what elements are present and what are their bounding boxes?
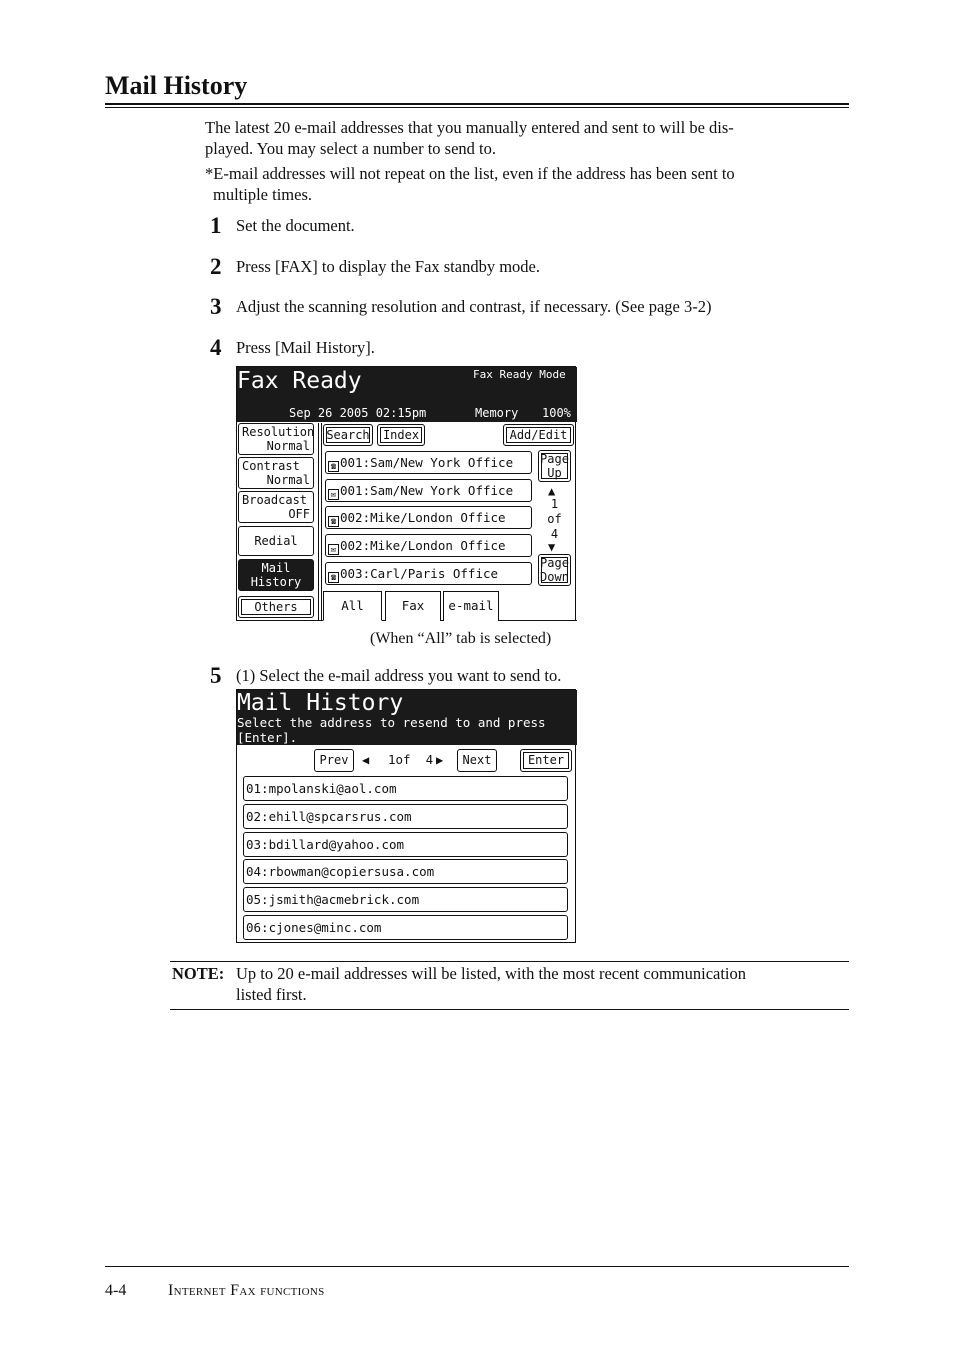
mail-icon: ✉ [328,544,339,555]
mail-history-label-2: History [250,575,302,589]
add-edit-button[interactable]: Add/Edit [503,424,574,446]
mode-label: Fax Ready Mode [473,368,566,381]
page-up-label-2: Up [547,466,562,480]
page-number: 4-4 [105,1282,127,1299]
tab-email[interactable]: e-mail [443,591,499,621]
note-label: NOTE: [172,964,225,983]
list-item[interactable] [325,451,532,474]
step-text-1: Set the document. [236,216,355,235]
list-item[interactable]: 06:cjones@minc.com [243,915,568,940]
step-number-4: 4 [210,335,222,360]
contrast-button[interactable] [238,457,314,489]
page-up-button[interactable] [538,450,571,482]
others-button[interactable] [238,596,314,618]
list-item[interactable]: 04:rbowman@copiersusa.com [243,859,568,884]
page-up-label-1: Page [540,452,569,466]
list-item[interactable]: 05:jsmith@acmebrick.com [243,887,568,912]
screen-title: Fax Ready [237,368,362,394]
list-item[interactable] [325,506,532,529]
arrow-right-icon: ▶ [436,753,444,767]
entry-text: 001:Sam/New York Office [340,455,514,470]
entry-text: 001:Sam/New York Office [340,483,514,498]
entry-text: 002:Mike/London Office [340,510,506,525]
list-item[interactable]: 03:bdillard@yahoo.com [243,832,568,857]
index-button[interactable]: Index [377,424,425,446]
note-top-rule [170,961,849,962]
mail-history-header [237,690,577,745]
resolution-value: Normal [266,439,310,453]
contrast-label: Contrast [242,459,300,473]
mail-history-label-1: Mail [261,561,291,575]
broadcast-label: Broadcast [242,493,308,507]
redial-label: Redial [254,534,298,548]
arrow-down-icon: ▼ [548,540,556,554]
note-line-1: Up to 20 e-mail addresses will be listed, with the most recent communication [236,964,747,983]
step-number-5: 5 [210,663,222,688]
column-divider [318,423,319,620]
prev-button[interactable]: Prev [314,749,354,772]
step-text-5: (1) Select the e-mail address you want to send to. [236,666,562,685]
next-button[interactable]: Next [457,749,497,772]
screen-caption: (When “All” tab is selected) [370,630,552,647]
step-text-2: Press [FAX] to display the Fax standby mode. [236,257,541,276]
mail-history-button[interactable] [238,559,314,591]
mail-icon: ✉ [328,489,339,500]
page-title: Mail History [105,71,248,100]
memory-label: Memory [475,406,519,420]
contrast-value: Normal [266,473,310,487]
page-indicator: 1of 4 [388,752,434,767]
step-number-3: 3 [210,294,222,319]
page-current: 1 [550,497,559,511]
page-down-label-2: Down [540,570,569,584]
list-item[interactable]: 01:mpolanski@aol.com [243,776,568,801]
note-line-2: listed first. [236,985,307,1004]
memory-value: 100% [542,406,571,420]
fax-icon: ☎ [328,572,339,583]
tab-fax[interactable]: Fax [385,591,441,621]
footer-rule [105,1266,849,1267]
step-text-4: Press [Mail History]. [236,338,375,357]
date-time: Sep 26 2005 02:15pm [289,406,427,420]
entry-text: 003:Carl/Paris Office [340,566,499,581]
screen-title: Mail History [237,690,404,716]
intro-note-line-2: multiple times. [213,185,312,204]
step-number-1: 1 [210,213,222,238]
resolution-button[interactable] [238,423,314,455]
section-name: Internet Fax functions [168,1282,325,1299]
tab-all[interactable]: All [323,591,382,621]
page-down-label-1: Page [540,556,569,570]
arrow-left-icon: ◀ [362,753,370,767]
enter-button[interactable]: Enter [520,749,572,772]
redial-button[interactable] [238,526,314,556]
step-number-2: 2 [210,254,222,279]
fax-icon: ☎ [328,461,339,472]
page-total: 4 [550,527,559,541]
list-item[interactable] [325,479,532,502]
list-item[interactable] [325,534,532,557]
fax-ready-screen [236,366,576,621]
step-text-3: Adjust the scanning resolution and contrast, if necessary. (See page 3-2) [236,297,712,316]
column-divider-2 [321,423,322,620]
intro-line-1: The latest 20 e-mail addresses that you manually entered and sent to will be dis- [205,118,734,137]
instruction-line-2: [Enter]. [237,730,298,745]
mail-history-screen [236,689,576,943]
note-bottom-rule [170,1009,849,1010]
others-label: Others [254,600,298,614]
list-item[interactable] [325,562,532,585]
resolution-label: Resolution [242,425,315,439]
title-rule [105,103,849,105]
intro-line-2: played. You may select a number to send to. [205,139,496,158]
fax-ready-header [237,367,577,422]
fax-icon: ☎ [328,516,339,527]
intro-note-line-1: *E-mail addresses will not repeat on the list, even if the address has been sent to [205,164,735,183]
page-down-button[interactable] [538,554,571,586]
search-button[interactable]: Search [323,424,373,446]
instruction-line-1: Select the address to resend to and press [237,715,546,730]
title-rule-thin [105,107,849,108]
list-item[interactable]: 02:ehill@spcarsrus.com [243,804,568,829]
broadcast-value: OFF [288,507,310,521]
arrow-up-icon: ▲ [548,484,556,498]
broadcast-button[interactable] [238,491,314,523]
page-of: of [547,512,562,526]
entry-text: 002:Mike/London Office [340,538,506,553]
